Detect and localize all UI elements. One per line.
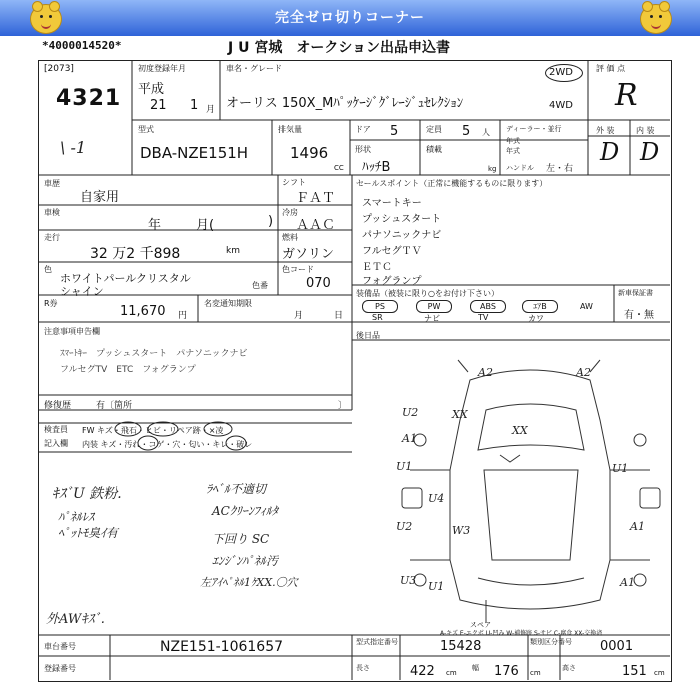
damage-mark: A1 — [402, 432, 417, 445]
usage-label: 車歴 — [44, 179, 60, 188]
class-number-label: 類別区分番号 — [530, 638, 572, 646]
equipment-label: 装備品（被装に限り○をお付け下さい） — [356, 289, 499, 298]
height-unit: cm — [654, 669, 665, 677]
later-items-label: 後日品 — [356, 331, 380, 340]
handwritten-note-4: ﾗﾍﾞﾙ不適切 — [206, 482, 267, 496]
color-label: 色 — [44, 265, 52, 274]
inspection-label: 車検 — [44, 208, 60, 217]
mileage-unit: km — [226, 246, 240, 256]
notes-label: 注意事項申告欄 — [44, 327, 100, 336]
damage-mark: U1 — [428, 580, 445, 593]
drive-4wd: 4WD — [549, 100, 573, 111]
first-reg-era: 平成 — [138, 82, 165, 97]
width-label: 幅 — [472, 664, 479, 672]
shift-value: ＦＡＴ — [296, 191, 336, 206]
equipment-ps: PS — [362, 300, 398, 313]
damage-mark: U1 — [396, 460, 413, 473]
usage-value: 自家用 — [80, 190, 120, 205]
recycle-unit: 円 — [178, 311, 188, 321]
dealer-year-sub: 年式 — [506, 147, 520, 155]
handwritten-note-3: ﾍﾟｯﾄﾓ臭ｲ有 — [58, 526, 119, 540]
first-reg-month-unit: 月 — [206, 105, 216, 115]
aircon-label: 冷房 — [282, 208, 298, 217]
model-label: 型式 — [138, 125, 154, 134]
damage-mark: A2 — [576, 366, 591, 379]
capacity-value: 5 — [462, 124, 471, 139]
repair-label: 修復歴 — [44, 401, 72, 411]
spare-tire-label: スペア — [470, 621, 491, 629]
dealer-label: ディーラー・並行 — [506, 125, 562, 133]
exterior-check-items: FW キズ・飛石・ヒビ・リペア跡・×凌 — [82, 426, 224, 435]
capacity-unit: 人 — [482, 128, 490, 137]
name-change-month: 月 — [294, 311, 304, 321]
mileage-label: 走行 — [44, 233, 60, 242]
inspection-month: 月( — [196, 218, 215, 233]
height-label: 高さ — [562, 664, 576, 672]
damage-mark: A2 — [478, 366, 493, 379]
damage-mark: XX — [452, 408, 468, 421]
handle-label: ハンドル — [506, 164, 534, 172]
selling-point-item: スマートキー — [362, 198, 422, 209]
handwritten-note-8: 左ｱｲﾍﾟﾈﾙ1ｹXX.〇穴 — [200, 576, 298, 589]
interior-grade: D — [640, 138, 660, 166]
exterior-grade: D — [600, 138, 620, 166]
exterior-label: 外 装 — [596, 126, 615, 135]
color-code-label: 色コード — [282, 265, 314, 274]
damage-mark: W3 — [452, 524, 471, 537]
new-cert-value: 有・無 — [624, 310, 654, 321]
interior-check-items: 内装 キズ・汚れ・コゲ・穴・匂い・キレ・破レ — [82, 440, 253, 449]
lot-number: 4321 — [56, 86, 122, 111]
first-reg-year: 21 — [150, 98, 167, 113]
dealer-year-label: 年式 — [506, 137, 520, 145]
color-code: 070 — [306, 276, 331, 291]
notes-line-1: ｽﾏｰﾄｷｰ プッシュスタート パナソニックナビ — [60, 349, 248, 359]
handwritten-note-5: ACｸﾘｰﾝﾌｨﾙﾀ — [212, 504, 278, 518]
damage-mark: XX — [512, 424, 528, 437]
selling-point-item: ＥＴＣ — [362, 262, 392, 273]
handwritten-note-1: ｷｽﾞU 鉄粉. — [52, 486, 122, 502]
damage-mark: U3 — [400, 574, 417, 587]
damage-mark: U2 — [402, 406, 419, 419]
car-name: オーリス 150X_Mﾊﾟｯｹｰｼﾞｸﾞﾚｰｼﾞｭｾﾚｸｼｮﾝ — [226, 96, 464, 111]
recycle-label: R券 — [44, 299, 58, 308]
mileage-value: 32 万2 千898 — [90, 246, 181, 262]
displacement-value: 1496 — [290, 144, 329, 162]
equipment-tv: TV — [478, 313, 489, 322]
inspector-label: 検査員 — [44, 425, 68, 434]
type-designation-value: 15428 — [440, 639, 482, 654]
length-label: 長さ — [356, 664, 370, 672]
name-change-day: 日 — [334, 311, 344, 321]
damage-mark: A1 — [630, 520, 645, 533]
barcode: *4000014520* — [42, 39, 122, 52]
repair-value: 有〔箇所 — [96, 401, 133, 411]
length-value: 422 — [410, 664, 435, 679]
damage-mark: A1 — [620, 576, 635, 589]
shift-label: シフト — [282, 178, 306, 187]
handwritten-mark: \ -1 — [60, 138, 87, 157]
first-reg-label: 初度登録年月 — [138, 64, 186, 73]
load-unit: kg — [488, 165, 497, 173]
repair-close: 〕 — [338, 401, 348, 411]
chassis-label: 車台番号 — [44, 642, 76, 651]
equipment-pw: PW — [416, 300, 452, 313]
handwritten-note-2: ﾊﾟﾈﾙﾚｽ — [58, 510, 95, 524]
car-name-label: 車名・グレード — [226, 64, 282, 73]
displacement-label: 排気量 — [278, 125, 302, 134]
interior-label: 内 装 — [636, 126, 655, 135]
handwritten-note-9: 外AWｷｽﾞ. — [46, 612, 105, 627]
equipment-sr: SR — [372, 313, 383, 322]
name-change-label: 名変通知期限 — [204, 299, 252, 308]
equipment-abs: ABS — [470, 300, 506, 313]
equipment-airbag: ｴｱB — [522, 300, 558, 313]
new-cert-label: 新車保証書 — [618, 289, 653, 297]
drive-2wd: 2WD — [549, 67, 573, 78]
selling-points-label: セールスポイント（正常に機能するものに限ります） — [356, 179, 548, 188]
selling-point-item: プッシュスタート — [362, 214, 442, 225]
notes-line-2: フルセグTV ETC フォグランプ — [60, 365, 196, 375]
load-label: 積載 — [426, 145, 442, 154]
selling-point-item: パナソニックナビ — [362, 230, 442, 241]
equipment-navi: ナビ — [424, 314, 440, 323]
doors-label: ドア — [355, 125, 371, 134]
equipment-leather: カワ — [528, 314, 544, 323]
inspection-year: 年 — [148, 218, 162, 233]
damage-mark: U4 — [428, 492, 445, 505]
selling-point-item: フォグランプ — [362, 276, 422, 287]
width-value: 176 — [494, 664, 519, 679]
capacity-label: 定員 — [426, 125, 442, 134]
width-unit: cm — [530, 669, 541, 677]
length-unit: cm — [446, 669, 457, 677]
registration-label: 登録番号 — [44, 664, 76, 673]
rating-score: R — [615, 78, 638, 113]
shape-label: 形状 — [355, 145, 371, 154]
selling-point-item: フルセグＴＶ — [362, 246, 422, 257]
handle-value: 左・右 — [546, 164, 574, 174]
handwritten-note-6: 下回り SC — [212, 532, 270, 546]
entry-code: [2073] — [44, 64, 74, 74]
damage-mark: U1 — [612, 462, 629, 475]
fuel-value: ガソリン — [282, 247, 335, 262]
rating-label: 評 価 点 — [596, 64, 626, 73]
height-value: 151 — [622, 664, 647, 679]
equipment-aw: AW — [580, 302, 593, 311]
handwritten-note-7: ｴﾝｼﾞﾝﾊﾟﾈﾙ汚 — [212, 554, 279, 568]
color-value-1: ホワイトパールクリスタル — [60, 272, 191, 285]
first-reg-month: 1 — [190, 98, 199, 113]
displacement-unit: CC — [334, 164, 344, 172]
color-num-label: 色番 — [252, 281, 268, 290]
color-value-2: シャイン — [60, 285, 104, 298]
recycle-value: 11,670 — [120, 304, 166, 319]
class-number-value: 0001 — [600, 639, 634, 654]
inspector-field-label: 記入欄 — [44, 439, 68, 448]
form-title: J U 宮城 オークション出品申込書 — [228, 40, 451, 56]
fuel-label: 燃料 — [282, 233, 298, 242]
shape-value: ﾊｯﾁB — [362, 160, 391, 175]
damage-legend: A-キズ E-エクボ U-凹み W-補修跡 S-サビ C-腐食 XX-交換済 — [440, 630, 603, 637]
chassis-number: NZE151-1061657 — [160, 639, 284, 655]
type-designation-label: 型式指定番号 — [356, 638, 398, 646]
damage-mark: U2 — [396, 520, 413, 533]
aircon-value: ＡＡＣ — [296, 218, 336, 233]
model-value: DBA-NZE151H — [140, 144, 249, 162]
doors-value: 5 — [390, 124, 399, 139]
banner-title: 完全ゼロ切りコーナー — [275, 10, 425, 26]
inspection-close: ) — [268, 214, 274, 229]
